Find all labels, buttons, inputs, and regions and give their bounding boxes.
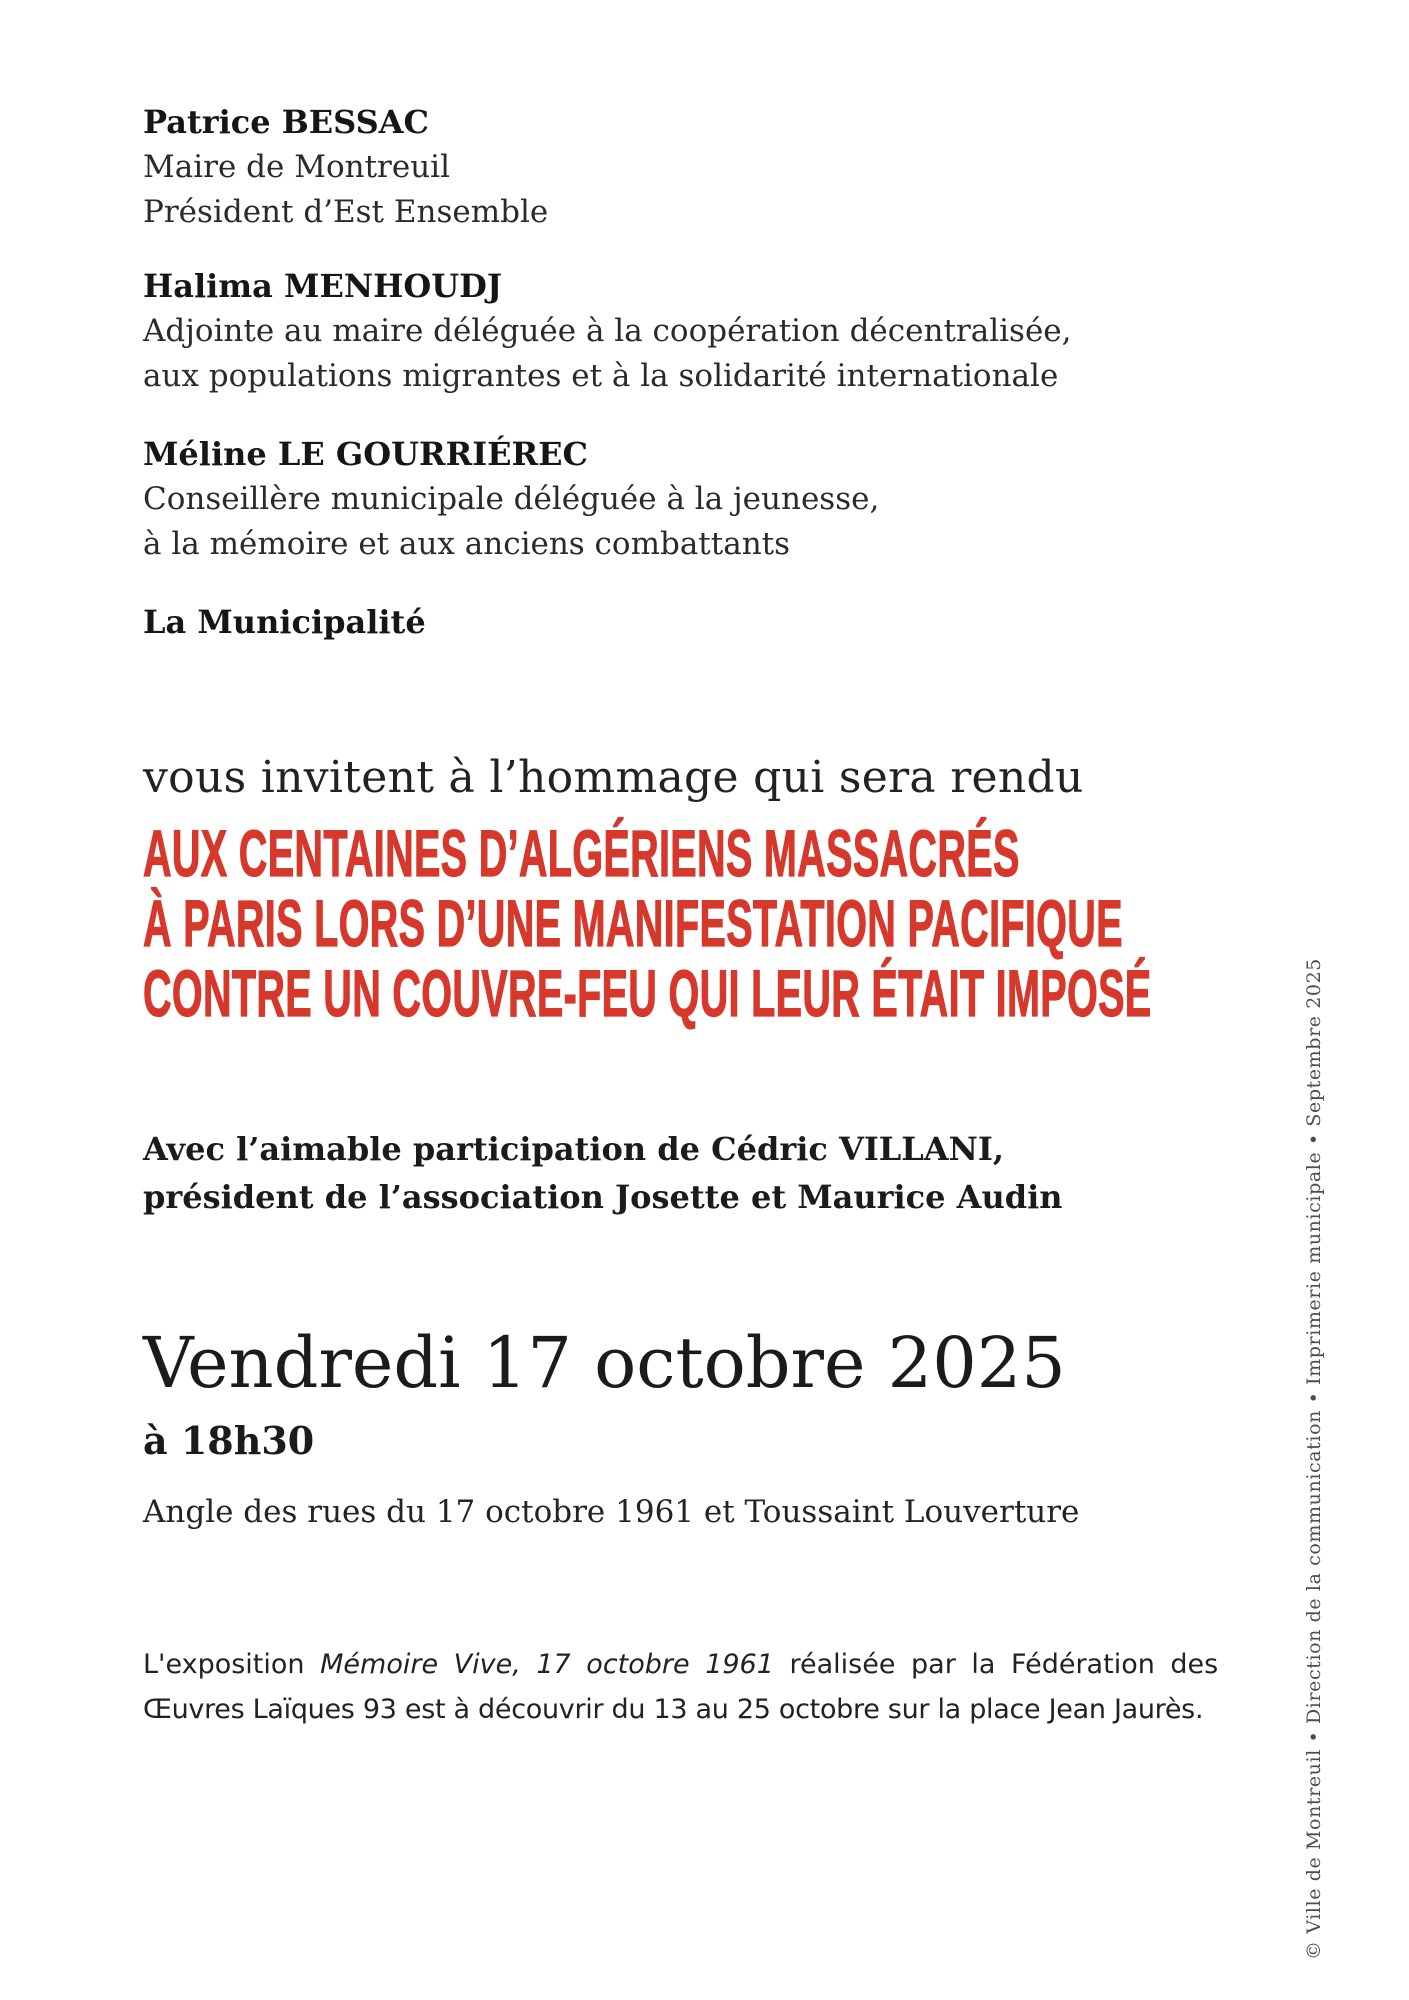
headline-line-3: CONTRE UN COUVRE-FEU QUI LEUR ÉTAIT IMPOSÉ [143, 956, 1152, 1030]
event-time: à 18h30 [143, 1418, 315, 1463]
participation-block [143, 1125, 1063, 1221]
exposition-line-2: Œuvres Laïques 93 est à découvrir du 13 au 25 octobre sur la place Jean Jaurès. [143, 1694, 1204, 1725]
exposition-paragraph [143, 1642, 1283, 1732]
host-role: à la mémoire et aux anciens combattants [143, 526, 791, 562]
host-block-meline-le-gourrierec [143, 432, 879, 567]
host-name: Patrice BESSAC [143, 103, 429, 141]
host-name: Méline LE GOURRIÉREC [143, 435, 588, 473]
participation-line-1: Avec l’aimable participation de Cédric VILLANI, [143, 1130, 1004, 1168]
invitation-line: vous invitent à l’hommage qui sera rendu [143, 752, 1084, 803]
host-role: Président d’Est Ensemble [143, 194, 549, 230]
event-date: Vendredi 17 octobre 2025 [143, 1322, 1066, 1404]
host-name: Halima MENHOUDJ [143, 267, 502, 305]
headline-red-block [143, 818, 1409, 1028]
host-block-patrice-bessac [143, 100, 548, 235]
host-role: Maire de Montreuil [143, 149, 450, 185]
headline-line-2: À PARIS LORS D’UNE MANIFESTATION PACIFIQUE [143, 886, 1123, 960]
event-location: Angle des rues du 17 octobre 1961 et Toussaint Louverture [143, 1494, 1080, 1530]
headline-line-1: AUX CENTAINES D’ALGÉRIENS MASSACRÉS [143, 816, 1020, 890]
participation-line-2: président de l’association Josette et Maurice Audin [143, 1178, 1063, 1216]
exposition-line-1: L'exposition Mémoire Vive, 17 octobre 1961 réalisée par la Fédération des [143, 1649, 1219, 1680]
host-block-halima-menhoudj [143, 264, 1072, 399]
print-credit-vertical: © Ville de Montreuil • Direction de la communication • Imprimerie municipale • Septembre 2025 [1303, 958, 1325, 1960]
municipality-label: La Municipalité [143, 603, 426, 641]
host-role: Conseillère municipale déléguée à la jeunesse, [143, 481, 880, 517]
host-role: aux populations migrantes et à la solidarité internationale [143, 358, 1059, 394]
host-role: Adjointe au maire déléguée à la coopération décentralisée, [143, 313, 1072, 349]
